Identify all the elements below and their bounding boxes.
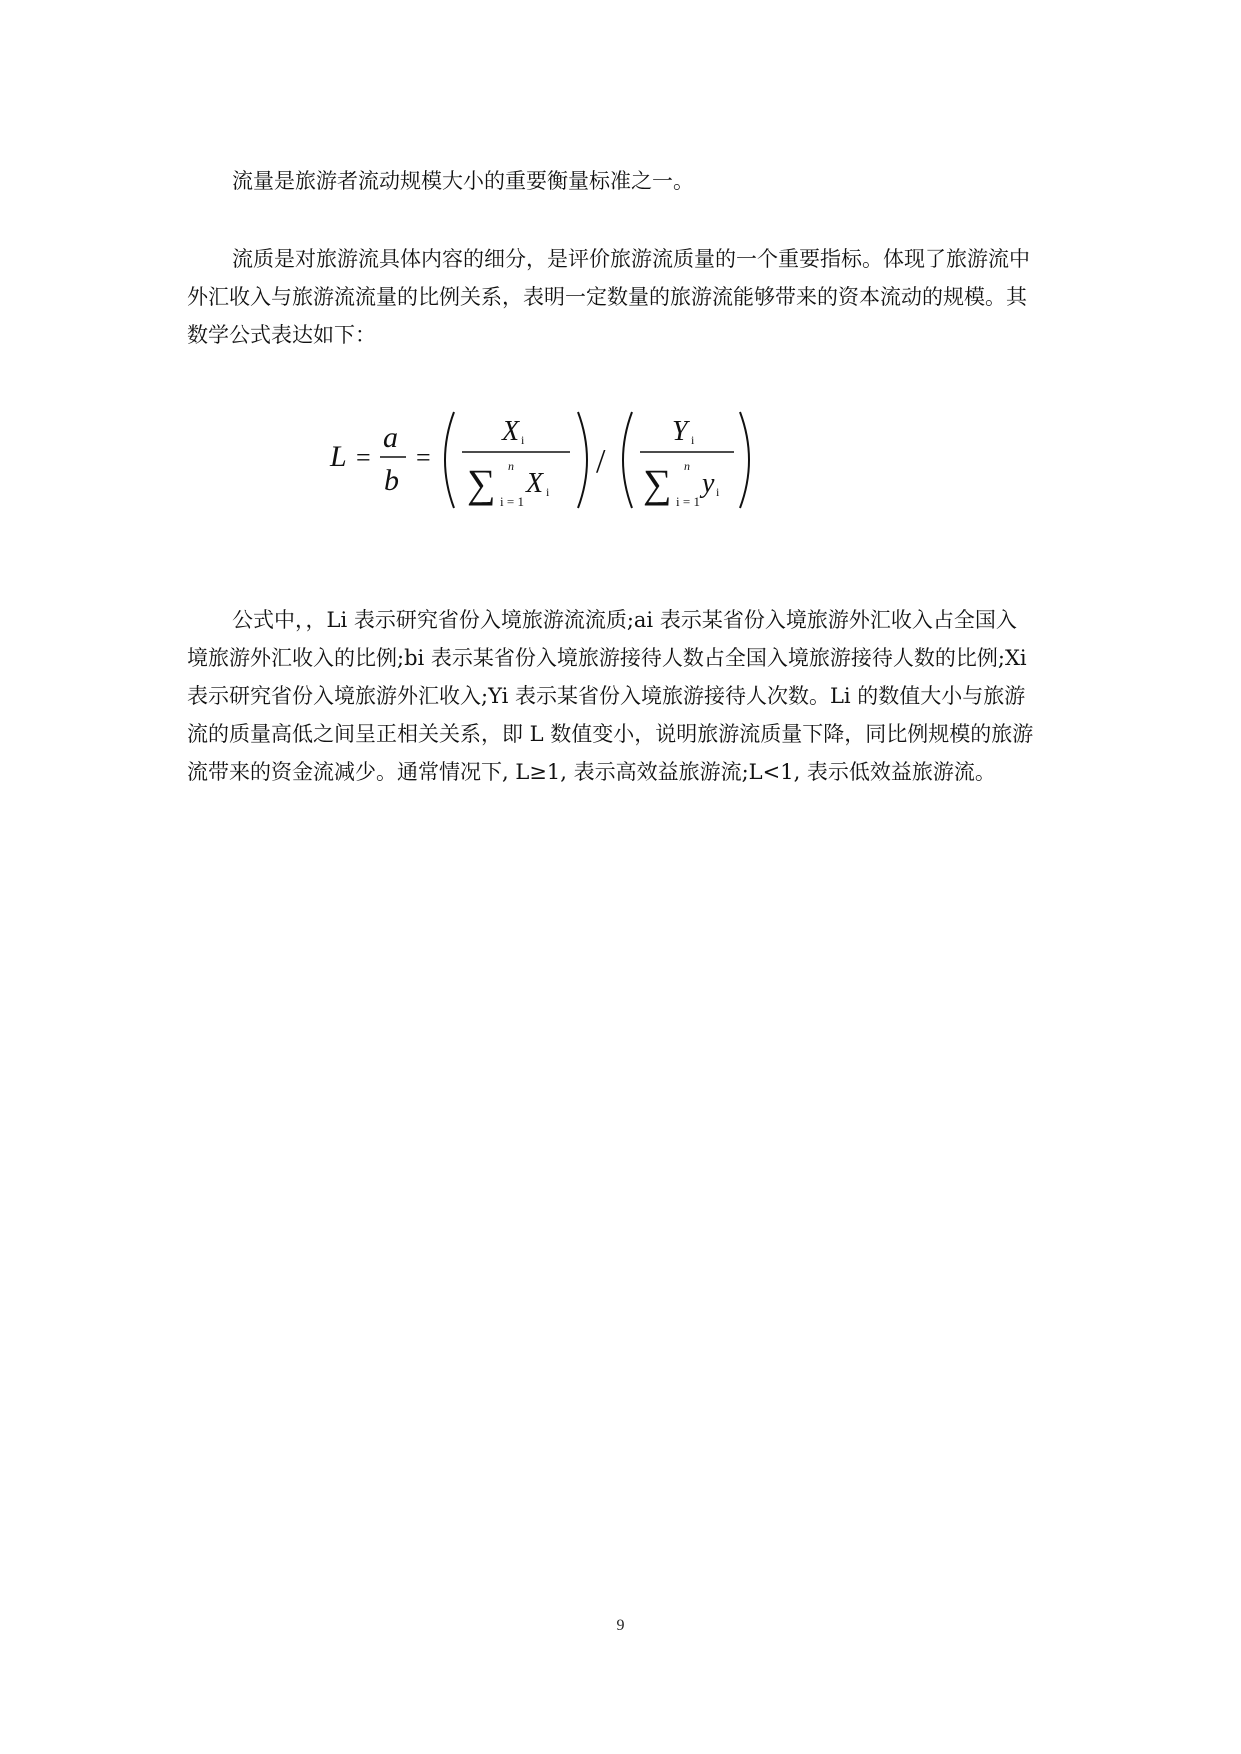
formula bbox=[330, 404, 750, 524]
formula-y: y bbox=[702, 468, 715, 499]
sum-lower: i = 1 bbox=[500, 494, 524, 509]
paragraph-line: 表示研究省份入境旅游外汇收入;Yi 表示某省份入境旅游接待人次数。Li 的数值大小与旅游 bbox=[187, 684, 1026, 708]
right-paren bbox=[740, 412, 749, 508]
formula-equals: = bbox=[356, 443, 371, 472]
formula-sub-i: i bbox=[546, 485, 550, 499]
paragraph-formula-explanation bbox=[187, 601, 1055, 791]
formula-sub-i: i bbox=[521, 433, 525, 447]
division-slash: / bbox=[596, 443, 606, 480]
paragraph-line: 流质是对旅游流具体内容的细分，是评价旅游流质量的一个重要指标。体现了旅游流中 bbox=[232, 247, 1030, 271]
formula-X: X bbox=[526, 468, 544, 499]
right-paren bbox=[578, 412, 587, 508]
formula-X: X bbox=[502, 416, 520, 447]
formula-Y: Y bbox=[672, 416, 688, 447]
formula-sub-i: i bbox=[691, 433, 695, 447]
paragraph-line: 公式中，，Li 表示研究省份入境旅游流流质;ai 表示某省份入境旅游外汇收入占全国入 bbox=[232, 608, 1017, 632]
sum-upper: n bbox=[508, 459, 514, 473]
paragraph-line: 流的质量高低之间呈正相关关系，即 L 数值变小，说明旅游流质量下降，同比例规模的旅游 bbox=[187, 722, 1034, 746]
sum-symbol: ∑ bbox=[643, 461, 672, 506]
sum-symbol: ∑ bbox=[467, 461, 496, 506]
paragraph-flow-volume bbox=[187, 162, 1055, 200]
formula-svg bbox=[330, 404, 750, 524]
formula-a: a bbox=[383, 421, 398, 454]
paragraph-flow-quality bbox=[187, 240, 1055, 354]
paragraph-line: 流带来的资金流减少。通常情况下, L≥1, 表示高效益旅游流;L<1, 表示低效益旅游流。 bbox=[187, 760, 996, 784]
page-number: 9 bbox=[616, 1617, 625, 1634]
paragraph-line: 数学公式表达如下： bbox=[187, 323, 376, 347]
formula-sub-i: i bbox=[716, 485, 720, 499]
left-paren bbox=[445, 412, 454, 508]
left-paren bbox=[623, 412, 632, 508]
paragraph-line: 流量是旅游者流动规模大小的重要衡量标准之一。 bbox=[232, 169, 694, 193]
sum-upper: n bbox=[684, 459, 690, 473]
formula-lhs: L bbox=[330, 440, 347, 473]
sum-lower: i = 1 bbox=[676, 494, 700, 509]
formula-b: b bbox=[384, 464, 399, 497]
paragraph-line: 外汇收入与旅游流流量的比例关系，表明一定数量的旅游流能够带来的资本流动的规模。其 bbox=[187, 285, 1027, 309]
formula-equals: = bbox=[416, 443, 431, 472]
paragraph-line: 境旅游外汇收入的比例;bi 表示某省份入境旅游接待人数占全国入境旅游接待人数的比例;Xi bbox=[187, 646, 1027, 670]
